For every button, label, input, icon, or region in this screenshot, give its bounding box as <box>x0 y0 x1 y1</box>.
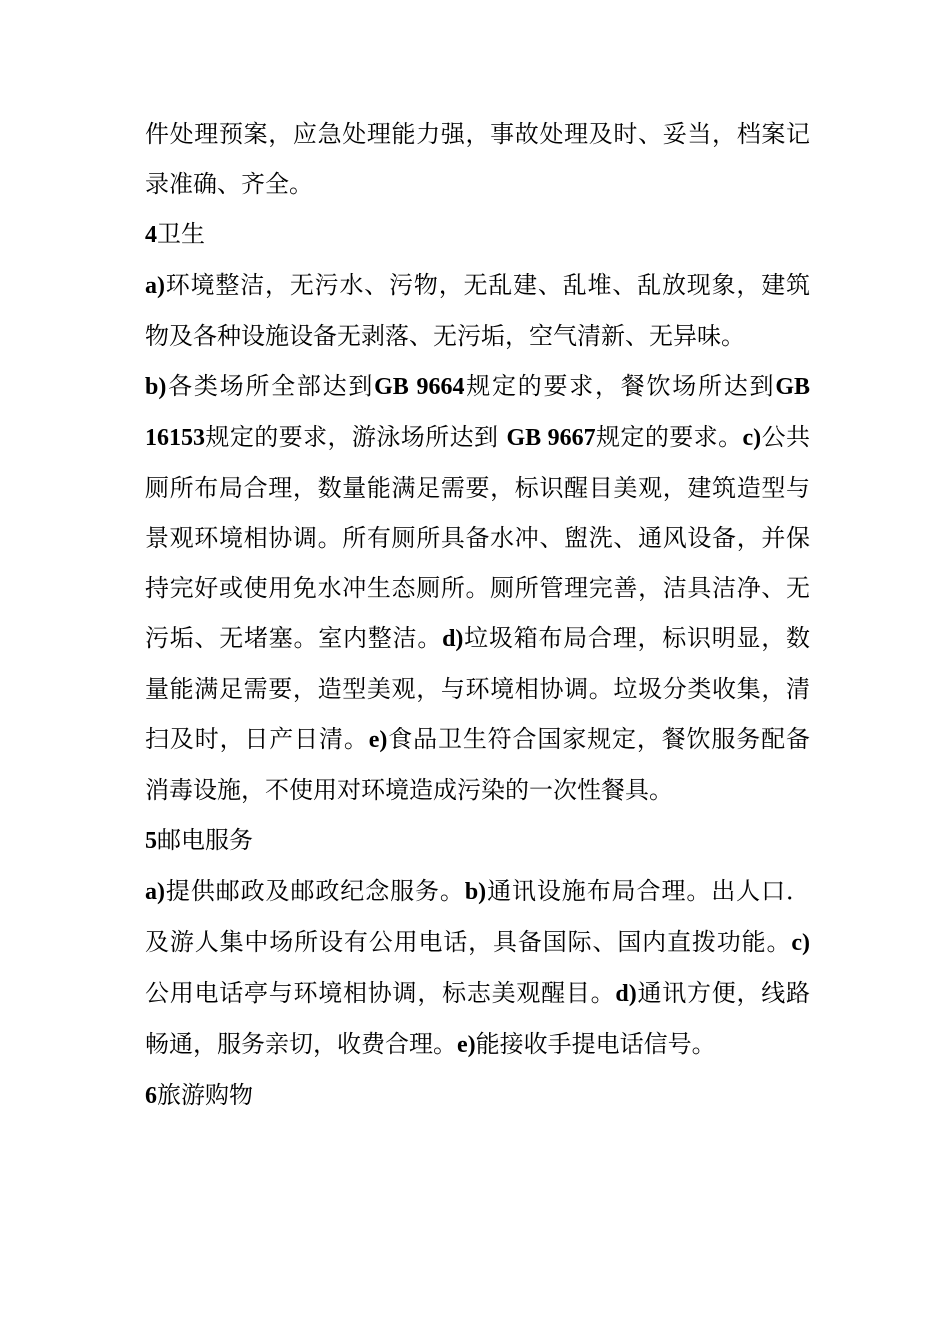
intro-paragraph <box>145 109 810 209</box>
section-6-title: 旅游购物 <box>157 1081 253 1109</box>
item-c-mark: c) <box>742 425 762 451</box>
section-5-heading <box>145 815 810 866</box>
item-c-text: 公共厕所布局合理，数量能满足需要，标识醒目美观，建筑造型与景观环境相协调。所有厕所具备水冲、盥洗、通风设备，并保持完好或使用免水冲生态厕所。厕所管理完善，洁具洁净、无污垢、无堵塞。室内整洁。 <box>145 423 810 652</box>
s5-item-c-mark: c) <box>791 930 810 956</box>
s5-item-e-text: 能接收手提电话信号。 <box>475 1030 716 1058</box>
section-5-title: 邮电服务 <box>157 826 253 854</box>
item-b-text-1: 各类场所全部达到 <box>166 372 375 400</box>
item-e-mark: e) <box>368 727 388 753</box>
s5-item-e-mark: e) <box>457 1032 476 1058</box>
section-4-heading <box>145 209 810 260</box>
s5-item-c-text: 公用电话亭与环境相协调，标志美观醒目。 <box>145 979 616 1007</box>
item-b-mark: b) <box>145 374 167 400</box>
s5-item-a-text: 提供邮政及邮政纪念服务。 <box>165 877 465 905</box>
item-d-text: 垃圾箱布局合理，标识明显，数量能满足需要，造型美观，与环境相协调。垃圾分类收集，清扫及时，日产日清。 <box>145 624 811 753</box>
section-5-number: 5 <box>145 828 157 854</box>
s5-item-b-mark: b) <box>464 879 487 905</box>
item-b-text-3: 规定的要求，游泳场所达到 <box>205 423 499 451</box>
standard-code-gb9664: GB 9664 <box>374 374 465 400</box>
document-page <box>145 109 810 1121</box>
item-d-mark: d) <box>442 626 464 652</box>
s5-item-b-text: 通讯设施布局合理。出人口．及游人集中场所设有公用电话，具备国际、国内直拨功能。 <box>145 877 810 956</box>
section-4-paragraph-a <box>145 260 810 361</box>
section-4-paragraph-b-to-e <box>145 361 810 815</box>
item-b-text-2: 规定的要求，餐饮场所达到 <box>464 372 776 400</box>
s5-item-d-mark: d) <box>615 981 637 1007</box>
section-4-number: 4 <box>145 222 157 248</box>
intro-text: 件处理预案，应急处理能力强，事故处理及时、妥当，档案记录准确、齐全。 <box>145 120 810 198</box>
section-4-title: 卫生 <box>157 220 205 248</box>
section-5-paragraph <box>145 866 810 1070</box>
section-6-number: 6 <box>145 1083 157 1109</box>
item-b-text-4: 规定的要求。 <box>595 423 743 451</box>
standard-code-gb9667: GB 9667 <box>506 425 596 451</box>
s5-item-d-text: 通讯方便，线路畅通，服务亲切，收费合理。 <box>145 979 811 1058</box>
standard-code-gb16153: GB 16153 <box>145 374 811 451</box>
section-6-heading <box>145 1070 810 1121</box>
item-a-mark: a) <box>145 273 165 299</box>
item-e-text: 食品卫生符合国家规定，餐饮服务配备消毒设施，不使用对环境造成污染的一次性餐具。 <box>145 725 810 804</box>
s5-item-a-mark: a) <box>145 879 165 905</box>
item-a-text: 环境整洁，无污水、污物，无乱建、乱堆、乱放现象，建筑物及各种设施设备无剥落、无污垢，空气清新、无异味。 <box>145 271 810 350</box>
